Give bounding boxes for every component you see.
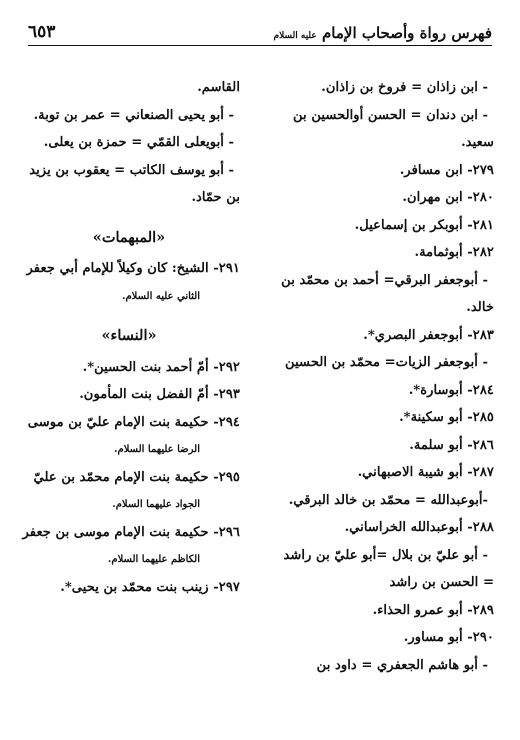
page-number: ٦٥٣ (28, 22, 56, 42)
entry-line: ٢٨٧- أبو شيبة الاصبهاني. (357, 465, 494, 480)
entry-line: - أبو هاشم الجعفري = داود بن (316, 657, 488, 673)
entry-line: ٢٨٥- أبو سكينة*. (399, 410, 494, 425)
entry-line: الثاني عليه السلام. (121, 290, 200, 302)
entry-line: -أبوعبدالله = محمّد بن خالد البرقي. (288, 492, 488, 508)
entry-line: ٢٨٠- ابن مهران. (402, 190, 494, 205)
entry-line: ٢٩٣- أمّ الفضل بنت المأمون. (79, 387, 240, 402)
entry-line: ٢٩٧- زينب بنت محمّد بن يحيى*. (60, 579, 240, 595)
entry-line: الكاظم عليهما السلام. (107, 554, 200, 565)
section-heading-nisa: «النساء» (101, 327, 157, 344)
entry-line: ٢٩٥- حكيمة بنت الإمام محمّد بن عليّ (33, 469, 240, 485)
running-title-text: فهرس رواة وأصحاب الإمام (322, 24, 492, 42)
entry-line: - أبويعلى القمّي = حمزة بن يعلى. (43, 135, 234, 150)
entry-line: خالد. (466, 300, 494, 315)
entry-line: القاسم. (197, 80, 240, 95)
right-column (254, 74, 494, 679)
entry-line: بن حمّاد. (191, 190, 240, 205)
entry-line: الجواد عليهما السلام. (112, 499, 200, 510)
left-column (18, 74, 240, 601)
entry-line: - أبو عليّ بن بلال =أبو عليّ بن راشد (283, 547, 488, 563)
entry-line: - ابن زاذان = فروخ بن زاذان. (321, 80, 488, 95)
entry-line: - أبو يوسف الكاتب = يعقوب بن يزيد (29, 162, 234, 178)
entry-line: - أبو يحيى الصنعاني = عمر بن توبة. (33, 107, 234, 123)
entry-line: ٢٨٢- أبوثمامة. (414, 245, 494, 260)
entry-line: - ابن دندان = الحسن أوالحسين بن (293, 107, 488, 123)
entry-line: ٢٨٤- أبوسارة*. (408, 382, 494, 398)
entry-line: = الحسن بن راشد (389, 575, 494, 590)
section-heading-mubhamat: «المبهمات» (92, 228, 166, 246)
entry-line: - أبوجعفر الزيات= محمّد بن الحسين (285, 355, 488, 370)
entry-line: ٢٩٦- حكيمة بنت الإمام موسى بن جعفر (22, 524, 240, 540)
entry-line: ٢٨١- أبوبكر بن إسماعيل. (354, 217, 494, 233)
entry-line: ٢٩٢- أمّ أحمد بنت الحسين*. (82, 359, 240, 375)
entry-line: ٢٩٠- أبو مساور. (403, 630, 494, 645)
page-header (28, 14, 492, 42)
entry-line: ٢٩١- الشيخ: كان وكيلاً للإمام أبي جعفر (26, 261, 240, 276)
entry-line: - أبوجعفر البرقي= أحمد بن محمّد بن (281, 272, 488, 288)
entry-line: ٢٨٦- أبو سلمة. (409, 437, 494, 453)
running-title-honorific: عليه السلام (273, 31, 317, 41)
entry-line: ٢٨٩- أبو عمرو الحذاء. (372, 602, 494, 618)
entry-line: سعيد. (461, 135, 494, 150)
entry-line: ٢٩٤- حكيمة بنت الإمام عليّ بن موسى (27, 414, 240, 430)
entry-line: ٢٧٩- ابن مسافر. (399, 162, 494, 178)
entry-line: ٢٨٣- أبوجعفر البصري*. (363, 327, 494, 343)
running-title (274, 24, 492, 42)
entry-line: الرضا عليهما السلام. (114, 444, 200, 455)
header-rule (28, 45, 492, 46)
entry-line: ٢٨٨- أبوعبدالله الخراساني. (344, 520, 494, 535)
